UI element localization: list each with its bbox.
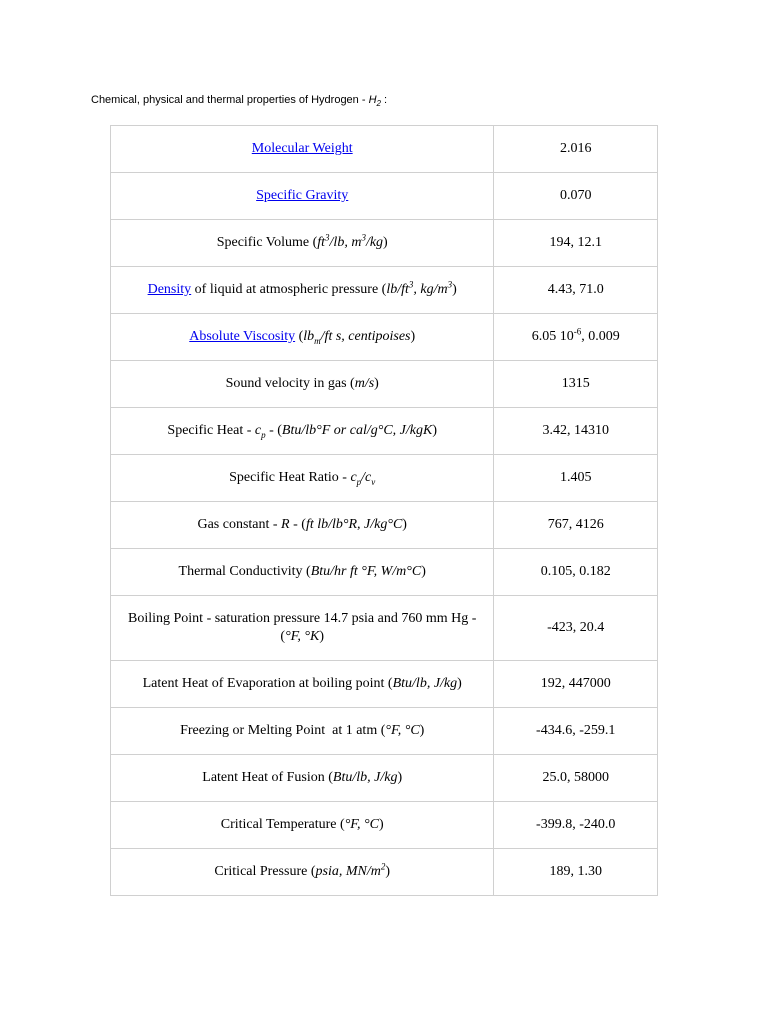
property-label: Specific Heat Ratio -: [229, 470, 351, 485]
table-row: [111, 502, 658, 549]
value-exponent: -6: [573, 326, 582, 337]
property-label: Freezing or Melting Point at 1 atm (: [180, 723, 386, 738]
close-paren: ): [432, 423, 437, 438]
property-cell: [111, 661, 494, 708]
property-cell: [111, 361, 494, 408]
density-link[interactable]: Density: [147, 282, 192, 297]
property-symbol: [255, 423, 266, 438]
unit-part: , kg/m: [413, 282, 448, 297]
label-mid: - (: [265, 423, 282, 438]
symbol-part: c: [350, 470, 357, 485]
property-cell: [111, 314, 494, 361]
table-row: [111, 708, 658, 755]
property-cell: [111, 220, 494, 267]
value-cell: 1.405: [494, 455, 658, 502]
table-row: [111, 267, 658, 314]
property-units: Btu/lb, J/kg: [392, 676, 458, 691]
table-row: [111, 802, 658, 849]
property-cell: [111, 596, 494, 661]
property-units: Btu/lb°F or cal/g°C, J/kgK: [281, 423, 433, 438]
property-units: Btu/hr ft °F, W/m°C: [310, 564, 422, 579]
property-units: [315, 861, 386, 879]
property-cell: [111, 755, 494, 802]
property-units: ft lb/lb°R, J/kg°C: [305, 517, 403, 532]
table-row: [111, 755, 658, 802]
value-cell: 2.016: [494, 126, 658, 173]
property-cell: [111, 708, 494, 755]
property-units: °F, °C: [344, 817, 379, 832]
table-row: [111, 173, 658, 220]
formula: [368, 94, 381, 109]
property-units: [386, 279, 453, 297]
symbol-part: c: [365, 470, 372, 485]
open-paren: (: [280, 629, 286, 644]
symbol-part: c: [254, 423, 262, 438]
table-row: [111, 596, 658, 661]
property-units: m/s: [354, 376, 375, 391]
unit-subscript: m: [314, 335, 321, 346]
value-cell: -399.8, -240.0: [494, 802, 658, 849]
close-paren: ): [421, 564, 426, 579]
property-cell: [111, 173, 494, 220]
property-label: (: [295, 329, 304, 344]
value-cell: 194, 12.1: [494, 220, 658, 267]
property-cell: [111, 849, 494, 896]
value-cell: 4.43, 71.0: [494, 267, 658, 314]
absolute-viscosity-link[interactable]: Absolute Viscosity: [189, 329, 296, 344]
value-cell: 0.105, 0.182: [494, 549, 658, 596]
symbol-subscript: p: [261, 429, 266, 440]
value-cell: 767, 4126: [494, 502, 658, 549]
property-units: °F, °K: [285, 629, 320, 644]
property-label: Gas constant -: [197, 517, 282, 532]
specific-gravity-link[interactable]: Specific Gravity: [256, 188, 349, 203]
unit-superscript: 2: [380, 861, 386, 872]
unit-superscript: 3: [325, 232, 330, 243]
formula-subscript: 2: [376, 99, 381, 109]
value-cell: 189, 1.30: [494, 849, 658, 896]
molecular-weight-link[interactable]: Molecular Weight: [251, 141, 353, 156]
close-paren: ): [419, 723, 425, 738]
close-paren: ): [378, 817, 384, 832]
property-cell: [111, 408, 494, 455]
property-cell: [111, 502, 494, 549]
property-symbol: R: [281, 517, 290, 532]
symbol-subscript: v: [371, 476, 376, 487]
page-intro: [91, 94, 388, 109]
table-row: [111, 220, 658, 267]
unit-part: ft: [317, 235, 326, 250]
property-cell: [111, 126, 494, 173]
table-row: [111, 661, 658, 708]
table-row: [111, 126, 658, 173]
property-label: Thermal Conductivity (: [178, 564, 311, 579]
close-paren: ): [319, 629, 325, 644]
value-cell: 25.0, 58000: [494, 755, 658, 802]
unit-part: /lb, m: [329, 235, 362, 250]
property-label: Critical Temperature (: [220, 817, 345, 832]
close-paren: ): [383, 235, 388, 250]
property-units: °F, °C: [385, 723, 420, 738]
close-paren: ): [452, 282, 457, 297]
unit-part: /ft s, centipoises: [320, 329, 411, 344]
property-cell: [111, 802, 494, 849]
value-main: 6.05 10: [531, 329, 574, 344]
property-units: [317, 232, 384, 250]
symbol-slash: /: [361, 470, 366, 485]
value-cell: 192, 447000: [494, 661, 658, 708]
property-label: Boiling Point - saturation pressure 14.7 psia and 760 mm Hg -: [128, 611, 477, 626]
symbol-subscript: p: [356, 476, 362, 487]
table-row: [111, 314, 658, 361]
table-row: [111, 361, 658, 408]
value-tail: , 0.009: [581, 329, 620, 344]
unit-superscript: 3: [408, 279, 414, 290]
property-cell: [111, 549, 494, 596]
value-cell: -434.6, -259.1: [494, 708, 658, 755]
unit-superscript: 3: [361, 232, 366, 243]
value-cell: 1315: [494, 361, 658, 408]
property-units: [303, 329, 410, 344]
property-label: Specific Heat -: [167, 423, 255, 438]
property-cell: [111, 267, 494, 314]
value-cell: 0.070: [494, 173, 658, 220]
close-paren: ): [374, 376, 379, 391]
intro-text: Chemical, physical and thermal properties of Hydrogen -: [91, 94, 369, 106]
property-label: Sound velocity in gas (: [225, 376, 355, 391]
close-paren: ): [457, 676, 462, 691]
table-row: [111, 849, 658, 896]
unit-part: /kg: [365, 235, 384, 250]
property-label: Specific Volume (: [216, 235, 318, 250]
intro-trailing: :: [380, 94, 388, 106]
formula-symbol: H: [368, 94, 377, 106]
property-label: of liquid at atmospheric pressure (: [191, 282, 387, 297]
value-cell: 3.42, 14310: [494, 408, 658, 455]
close-paren: ): [397, 770, 403, 785]
close-paren: ): [402, 517, 407, 532]
table-row: [111, 455, 658, 502]
close-paren: ): [410, 329, 416, 344]
unit-part: lb/ft: [386, 282, 409, 297]
label-mid: - (: [289, 517, 306, 532]
table-row: [111, 408, 658, 455]
property-units: Btu/lb, J/kg: [332, 770, 398, 785]
value-cell: -423, 20.4: [494, 596, 658, 661]
unit-part: lb: [303, 329, 315, 344]
property-label: Latent Heat of Evaporation at boiling point (: [142, 676, 393, 691]
property-label: Critical Pressure (: [214, 864, 316, 879]
value-cell: [494, 314, 658, 361]
unit-part: psia, MN/m: [315, 864, 381, 879]
close-paren: ): [385, 864, 391, 879]
unit-superscript: 3: [447, 279, 453, 290]
table-row: [111, 549, 658, 596]
property-symbol: [350, 470, 375, 485]
property-cell: [111, 455, 494, 502]
property-label: Latent Heat of Fusion (: [202, 770, 333, 785]
properties-table: [110, 125, 658, 896]
